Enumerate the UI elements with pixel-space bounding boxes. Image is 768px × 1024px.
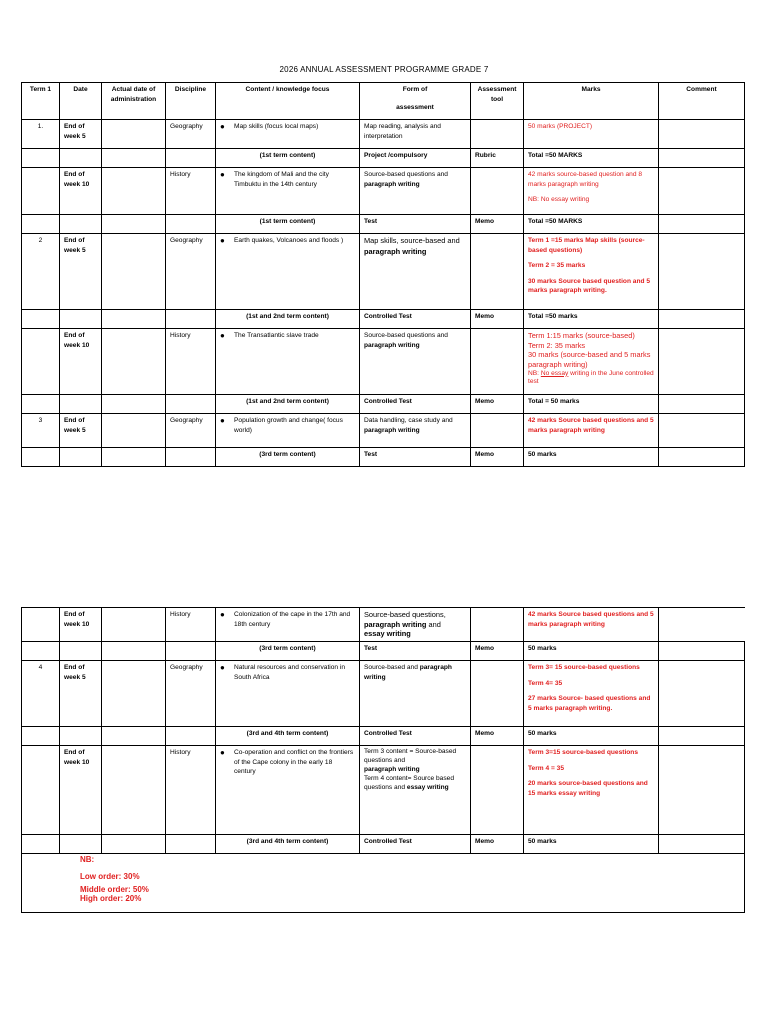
bullet-icon: ● [220,170,225,179]
term-content-cell: (1st term content) [216,215,360,234]
content-cell [216,661,360,727]
term-content-cell: (3rd term content) [216,642,360,661]
term-content-cell: (3rd and 4th term content) [216,835,360,854]
form-cell [360,746,471,835]
table-subrow [22,310,745,329]
marks-text: Term 3=15 source-based questions [528,749,638,756]
header-marks: Marks [524,83,659,120]
nb-block [22,854,744,904]
marks-cell [524,746,659,835]
date-cell: End of week 5 [60,414,102,448]
bullet-icon: ● [220,122,225,131]
date-cell: End of week 10 [60,168,102,215]
form-text: Source-based questions and [364,171,448,178]
form-cell: Controlled Test [360,395,471,414]
table-subrow [22,642,745,661]
nb-low-order: Low order: 30% [80,872,140,882]
nb-row [22,854,745,913]
table-row [22,168,745,215]
form-text-bold: paragraph writing [364,246,427,256]
nb-middle-order: Middle order: 50% [80,885,149,895]
marks-text: 30 marks Source based question and 5 marks paragraph writing. [528,277,651,295]
marks-text: 30 marks (source-based and 5 marks paragraph writing) [528,350,651,369]
content-text: Colonization of the cape in the 17th and 18th century [234,611,351,628]
header-tool: Assessment tool [471,83,524,120]
discipline-cell: History [166,746,216,835]
date-cell: End of week 5 [60,120,102,149]
table-row [22,661,745,727]
comment-cell [659,120,745,149]
form-text-bold: paragraph writing [364,619,427,629]
term-content-cell: (1st term content) [216,149,360,168]
form-text-bold: paragraph writing [364,180,420,188]
table-subrow [22,149,745,168]
discipline-cell: Geography [166,661,216,727]
discipline-cell: Geography [166,120,216,149]
content-cell [216,414,360,448]
actual-date-cell [102,120,166,149]
marks-text: Term 2 = 35 marks [528,262,586,270]
form-text: Term 4 content= Source based questions and [364,774,454,791]
marks-text: 42 marks source-based question and 8 marks paragraph writing [528,171,642,188]
form-cell: Test [360,215,471,234]
discipline-cell: Geography [166,234,216,310]
content-text: Map skills (focus local maps) [234,123,319,130]
form-text-bold: paragraph writing [364,341,420,349]
marks-cell: 50 marks [524,642,659,661]
tool-cell: Memo [471,310,524,329]
marks-cell: 50 marks [524,448,659,467]
marks-cell: 50 marks (PROJECT) [524,120,659,149]
nb-high-order: High order: 20% [80,894,142,904]
marks-cell: Total = 50 marks [524,395,659,414]
content-cell [216,329,360,395]
header-form-line-2: assessment [396,103,434,111]
marks-cell: 50 marks [524,727,659,746]
term-content-cell: (1st and 2nd term content) [216,395,360,414]
date-cell: End of week 10 [60,608,102,642]
table-row [22,414,745,448]
content-text: The Transatlantic slave trade [234,332,319,339]
marks-cell: Total =50 marks [524,310,659,329]
form-text-bold: essay writing [406,783,449,791]
marks-cell: 42 marks Source based questions and 5 marks paragraph writing [524,414,659,448]
discipline-cell: Geography [166,414,216,448]
form-cell [360,168,471,215]
form-cell: Test [360,642,471,661]
assessment-table-part-2 [21,607,745,913]
form-cell: Map reading, analysis and interpretation [360,120,471,149]
discipline-cell: History [166,329,216,395]
date-cell: End of week 5 [60,661,102,727]
marks-text: Term 4= 35 [528,679,563,687]
form-cell: Project /compulsory [360,149,471,168]
tool-cell: Memo [471,215,524,234]
form-text-bold: paragraph writing [364,765,420,773]
tool-cell: Rubric [471,149,524,168]
header-row [22,83,745,120]
marks-note: NB: No essay writing [528,196,590,204]
table-subrow [22,835,745,854]
table-subrow [22,395,745,414]
header-date: Date [60,83,102,120]
form-cell [360,234,471,310]
table-row [22,746,745,835]
header-term: Term 1 [22,83,60,120]
tool-cell: Memo [471,448,524,467]
tool-cell: Memo [471,642,524,661]
marks-cell [524,168,659,215]
marks-text: Term 3= 15 source-based questions [528,664,640,671]
form-cell [360,414,471,448]
content-text: Natural resources and conservation in South Africa [234,664,346,681]
marks-text: Term 4 = 35 [528,764,564,772]
form-cell: Source-based questions, paragraph writing and essay writing [360,608,471,642]
header-form-line-1: Form of [402,86,428,93]
date-cell: End of week 5 [60,234,102,310]
date-cell: End of week 10 [60,746,102,835]
content-cell [216,168,360,215]
header-comment: Comment [659,83,745,120]
table-row [22,329,745,395]
term-content-cell: (3rd and 4th term content) [216,727,360,746]
marks-cell: 50 marks [524,835,659,854]
bullet-icon: ● [220,236,225,245]
header-actual-date: Actual date of administration [102,83,166,120]
header-discipline: Discipline [166,83,216,120]
tool-cell [471,120,524,149]
content-cell [216,120,360,149]
table-subrow [22,215,745,234]
form-cell: Controlled Test [360,310,471,329]
form-text-bold: paragraph writing [364,664,452,681]
term-content-cell: (1st and 2nd term content) [216,310,360,329]
table-row [22,234,745,310]
marks-text: Term 2: 35 marks [528,340,586,350]
bullet-icon: ● [220,610,225,619]
term-cell: 3 [22,414,60,448]
table-subrow [22,448,745,467]
tool-cell: Memo [471,395,524,414]
marks-text: Term 1 =15 marks Map skills (source-based questions) [528,237,645,254]
form-text: Source-based questions and [364,332,448,339]
form-text-bold: essay writing [364,629,411,639]
content-text: Population growth and change( focus world) [234,417,343,434]
header-form [360,83,471,120]
form-text: Map skills, source-based and [364,236,460,245]
table-subrow [22,727,745,746]
table-row [22,608,745,642]
page-title: 2026 ANNUAL ASSESSMENT PROGRAMME GRADE 7 [279,65,489,74]
form-cell [360,329,471,395]
content-cell [216,608,360,642]
marks-text: 20 marks source-based questions and 15 marks essay writing [528,780,648,797]
bullet-icon: ● [220,416,225,425]
nb-label: NB: [80,855,95,864]
content-text: Co-operation and conflict on the frontiers of the Cape colony in the early 18 century [234,749,354,776]
marks-cell [524,661,659,727]
assessment-table-part-1 [21,82,745,467]
content-text: Earth quakes, Volcanoes and floods ) [234,237,344,244]
form-cell [360,661,471,727]
form-text: Source-based and [364,664,420,671]
form-cell: Test [360,448,471,467]
content-cell [216,746,360,835]
form-text: Term 3 content = Source-based questions and [364,748,457,764]
discipline-cell: History [166,608,216,642]
marks-cell: Total =50 MARKS [524,149,659,168]
marks-cell [524,329,659,395]
form-text-bold: paragraph writing [364,426,420,434]
form-cell: Controlled Test [360,727,471,746]
form-text: Source-based questions, [364,610,446,619]
marks-note: NB: No essay writing in the June controlled test [528,369,654,386]
marks-cell: Total =50 MARKS [524,215,659,234]
content-text: The kingdom of Mali and the city Timbuktu in the 14th century [234,171,329,188]
form-cell: Controlled Test [360,835,471,854]
marks-text: Term 1:15 marks (source-based) [528,331,635,340]
tool-cell: Memo [471,835,524,854]
header-content: Content / knowledge focus [216,83,360,120]
bullet-icon: ● [220,331,225,340]
nb-cell [22,854,745,913]
term-cell: 2 [22,234,60,310]
content-cell [216,234,360,310]
marks-text: 27 marks Source- based questions and 5 marks paragraph writing. [528,695,651,712]
discipline-cell: History [166,168,216,215]
bullet-icon: ● [220,663,225,672]
marks-cell [524,234,659,310]
tool-cell: Memo [471,727,524,746]
term-cell: 1. [22,120,60,149]
marks-cell: 42 marks Source based questions and 5 marks paragraph writing [524,608,659,642]
bullet-icon: ● [220,748,225,757]
term-content-cell: (3rd term content) [216,448,360,467]
table-row [22,120,745,149]
form-text: Data handling, case study and [364,417,453,424]
term-cell: 4 [22,661,60,727]
date-cell: End of week 10 [60,329,102,395]
